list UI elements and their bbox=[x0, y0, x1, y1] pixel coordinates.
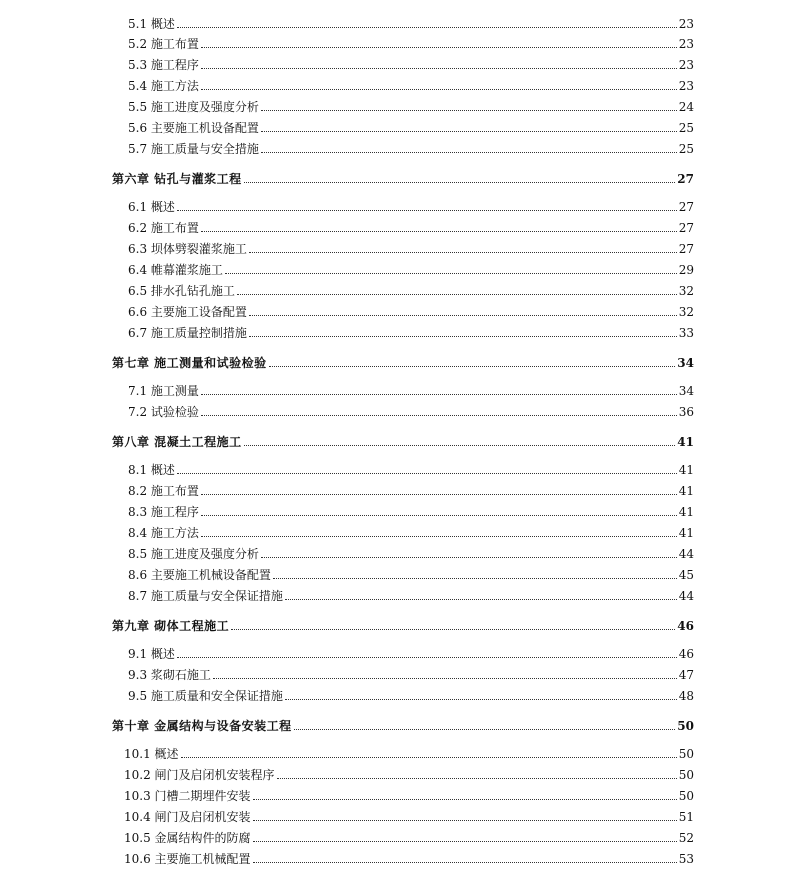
dot-leader bbox=[244, 181, 676, 183]
toc-entry[interactable] bbox=[128, 501, 694, 519]
dot-leader bbox=[253, 798, 677, 800]
toc-entry-label: 10.6 主要施工机械配置 bbox=[124, 852, 251, 866]
dot-leader bbox=[201, 46, 677, 48]
dot-leader bbox=[201, 230, 677, 232]
toc-entry[interactable] bbox=[128, 96, 694, 114]
toc-entry-label: 6.3 坝体劈裂灌浆施工 bbox=[128, 242, 247, 256]
toc-entry-label: 8.3 施工程序 bbox=[128, 505, 199, 519]
toc-entry-page: 24 bbox=[678, 100, 694, 114]
toc-entry-page: 41 bbox=[678, 526, 694, 540]
toc-entry[interactable] bbox=[124, 764, 694, 782]
dot-leader bbox=[253, 861, 677, 863]
dot-leader bbox=[244, 444, 676, 446]
toc-entry-page: 45 bbox=[678, 568, 694, 582]
toc-entry[interactable] bbox=[128, 196, 694, 214]
toc-entry-page: 41 bbox=[678, 484, 694, 498]
toc-entry-label: 5.7 施工质量与安全措施 bbox=[128, 142, 259, 156]
dot-leader bbox=[201, 393, 677, 395]
dot-leader bbox=[201, 493, 677, 495]
toc-entry-page: 27 bbox=[678, 221, 694, 235]
toc-entry-label: 5.1 概述 bbox=[128, 17, 175, 31]
toc-chapter-entry[interactable] bbox=[112, 615, 694, 633]
toc-chapter-page: 50 bbox=[677, 719, 694, 733]
dot-leader bbox=[237, 293, 677, 295]
dot-leader bbox=[294, 728, 676, 730]
dot-leader bbox=[177, 209, 677, 211]
toc-entry-label: 6.2 施工布置 bbox=[128, 221, 199, 235]
toc-entry-page: 34 bbox=[678, 384, 694, 398]
toc-entry[interactable] bbox=[124, 827, 694, 845]
dot-leader bbox=[277, 777, 677, 779]
dot-leader bbox=[177, 472, 677, 474]
toc-entry-label: 8.1 概述 bbox=[128, 463, 175, 477]
toc-entry[interactable] bbox=[128, 401, 694, 419]
dot-leader bbox=[269, 365, 676, 367]
toc-entry[interactable] bbox=[128, 543, 694, 561]
toc-entry-label: 8.2 施工布置 bbox=[128, 484, 199, 498]
toc-entry[interactable] bbox=[128, 301, 694, 319]
toc-entry-label: 6.5 排水孔钻孔施工 bbox=[128, 284, 235, 298]
toc-entry[interactable] bbox=[128, 322, 694, 340]
dot-leader bbox=[201, 535, 677, 537]
toc-chapter-entry[interactable] bbox=[112, 168, 694, 186]
toc-entry[interactable] bbox=[128, 217, 694, 235]
toc-chapter-entry[interactable] bbox=[112, 352, 694, 370]
toc-entry-label: 10.2 闸门及启闭机安装程序 bbox=[124, 768, 275, 782]
toc-chapter-label: 第八章 混凝土工程施工 bbox=[112, 435, 242, 449]
toc-entry-page: 27 bbox=[678, 242, 694, 256]
toc-entry-page: 51 bbox=[678, 810, 694, 824]
toc-entry-label: 5.2 施工布置 bbox=[128, 37, 199, 51]
toc-entry-page: 44 bbox=[678, 589, 694, 603]
toc-chapter-label: 第十章 金属结构与设备安装工程 bbox=[112, 719, 292, 733]
toc-entry-label: 6.6 主要施工设备配置 bbox=[128, 305, 247, 319]
toc-entry-page: 32 bbox=[678, 284, 694, 298]
toc-entry-label: 7.1 施工测量 bbox=[128, 384, 199, 398]
toc-entry-page: 29 bbox=[678, 263, 694, 277]
dot-leader bbox=[261, 151, 677, 153]
dot-leader bbox=[201, 514, 677, 516]
toc-entry-page: 44 bbox=[678, 547, 694, 561]
toc-entry-page: 52 bbox=[678, 831, 694, 845]
toc-entry-label: 5.5 施工进度及强度分析 bbox=[128, 100, 259, 114]
dot-leader bbox=[261, 109, 677, 111]
dot-leader bbox=[177, 656, 677, 658]
toc-entry[interactable] bbox=[128, 664, 694, 682]
toc-entry[interactable] bbox=[128, 380, 694, 398]
toc-entry[interactable] bbox=[124, 785, 694, 803]
toc-entry[interactable] bbox=[128, 685, 694, 703]
toc-entry[interactable] bbox=[128, 459, 694, 477]
toc-chapter-page: 46 bbox=[677, 619, 694, 633]
toc-entry-page: 47 bbox=[678, 668, 694, 682]
dot-leader bbox=[181, 756, 677, 758]
dot-leader bbox=[273, 577, 677, 579]
toc-entry[interactable] bbox=[128, 54, 694, 72]
toc-entry-page: 25 bbox=[678, 121, 694, 135]
toc-entry-page: 41 bbox=[678, 505, 694, 519]
toc-entry-page: 23 bbox=[678, 58, 694, 72]
toc-entry-page: 23 bbox=[678, 37, 694, 51]
dot-leader bbox=[261, 556, 677, 558]
toc-entry-label: 5.6 主要施工机设备配置 bbox=[128, 121, 259, 135]
toc-entry[interactable] bbox=[128, 13, 694, 31]
toc-entry-label: 6.4 帷幕灌浆施工 bbox=[128, 263, 223, 277]
toc-entry[interactable] bbox=[128, 117, 694, 135]
toc-entry-label: 9.3 浆砌石施工 bbox=[128, 668, 211, 682]
toc-chapter-page: 27 bbox=[677, 172, 694, 186]
dot-leader bbox=[225, 272, 677, 274]
dot-leader bbox=[201, 88, 677, 90]
toc-entry-label: 8.5 施工进度及强度分析 bbox=[128, 547, 259, 561]
toc-entry-page: 48 bbox=[678, 689, 694, 703]
toc-entry-label: 10.3 门槽二期埋件安装 bbox=[124, 789, 251, 803]
toc-entry[interactable] bbox=[128, 280, 694, 298]
toc-entry-page: 50 bbox=[678, 768, 694, 782]
toc-entry-label: 9.1 概述 bbox=[128, 647, 175, 661]
toc-entry-page: 23 bbox=[678, 17, 694, 31]
toc-entry-label: 9.5 施工质量和安全保证措施 bbox=[128, 689, 283, 703]
toc-entry-label: 10.5 金属结构件的防腐 bbox=[124, 831, 251, 845]
toc-entry-page: 23 bbox=[678, 79, 694, 93]
toc-entry-page: 36 bbox=[678, 405, 694, 419]
toc-entry-label: 10.4 闸门及启闭机安装 bbox=[124, 810, 251, 824]
toc-chapter-entry[interactable] bbox=[112, 715, 694, 733]
dot-leader bbox=[201, 67, 677, 69]
toc-entry-page: 53 bbox=[678, 852, 694, 866]
toc-entry-page: 27 bbox=[678, 200, 694, 214]
toc-entry-label: 6.7 施工质量控制措施 bbox=[128, 326, 247, 340]
toc-entry-page: 50 bbox=[678, 747, 694, 761]
toc-entry[interactable] bbox=[124, 806, 694, 824]
toc-entry-page: 50 bbox=[678, 789, 694, 803]
toc-entry[interactable] bbox=[124, 743, 694, 761]
dot-leader bbox=[249, 251, 677, 253]
dot-leader bbox=[201, 414, 677, 416]
toc-entry[interactable] bbox=[128, 259, 694, 277]
dot-leader bbox=[285, 698, 677, 700]
toc-entry-page: 32 bbox=[678, 305, 694, 319]
toc-entry-label: 8.6 主要施工机械设备配置 bbox=[128, 568, 271, 582]
toc-entry[interactable] bbox=[128, 564, 694, 582]
toc-chapter-entry[interactable] bbox=[112, 431, 694, 449]
toc-entry-label: 7.2 试验检验 bbox=[128, 405, 199, 419]
toc-entry[interactable] bbox=[124, 848, 694, 866]
dot-leader bbox=[249, 335, 677, 337]
dot-leader bbox=[177, 26, 677, 28]
toc-entry[interactable] bbox=[128, 643, 694, 661]
toc-chapter-page: 34 bbox=[677, 356, 694, 370]
toc-entry[interactable] bbox=[128, 75, 694, 93]
toc-entry-label: 8.7 施工质量与安全保证措施 bbox=[128, 589, 283, 603]
toc-entry[interactable] bbox=[128, 480, 694, 498]
toc-entry[interactable] bbox=[128, 138, 694, 156]
dot-leader bbox=[249, 314, 677, 316]
toc-entry-page: 25 bbox=[678, 142, 694, 156]
dot-leader bbox=[253, 819, 677, 821]
toc-entry-label: 8.4 施工方法 bbox=[128, 526, 199, 540]
toc-chapter-page: 41 bbox=[677, 435, 694, 449]
toc-entry-label: 6.1 概述 bbox=[128, 200, 175, 214]
dot-leader bbox=[231, 628, 675, 630]
toc-entry-label: 5.4 施工方法 bbox=[128, 79, 199, 93]
dot-leader bbox=[285, 598, 677, 600]
dot-leader bbox=[213, 677, 677, 679]
toc-entry-label: 10.1 概述 bbox=[124, 747, 179, 761]
toc-entry-page: 33 bbox=[678, 326, 694, 340]
toc-entry[interactable] bbox=[128, 585, 694, 603]
dot-leader bbox=[261, 130, 677, 132]
toc-entry[interactable] bbox=[128, 33, 694, 51]
toc-chapter-label: 第六章 钻孔与灌浆工程 bbox=[112, 172, 242, 186]
toc-entry-page: 46 bbox=[678, 647, 694, 661]
toc-entry[interactable] bbox=[128, 522, 694, 540]
toc-entry-page: 41 bbox=[678, 463, 694, 477]
dot-leader bbox=[253, 840, 677, 842]
toc-chapter-label: 第七章 施工测量和试验检验 bbox=[112, 356, 267, 370]
toc-entry[interactable] bbox=[128, 238, 694, 256]
toc-entry-label: 5.3 施工程序 bbox=[128, 58, 199, 72]
toc-chapter-label: 第九章 砌体工程施工 bbox=[112, 619, 230, 633]
